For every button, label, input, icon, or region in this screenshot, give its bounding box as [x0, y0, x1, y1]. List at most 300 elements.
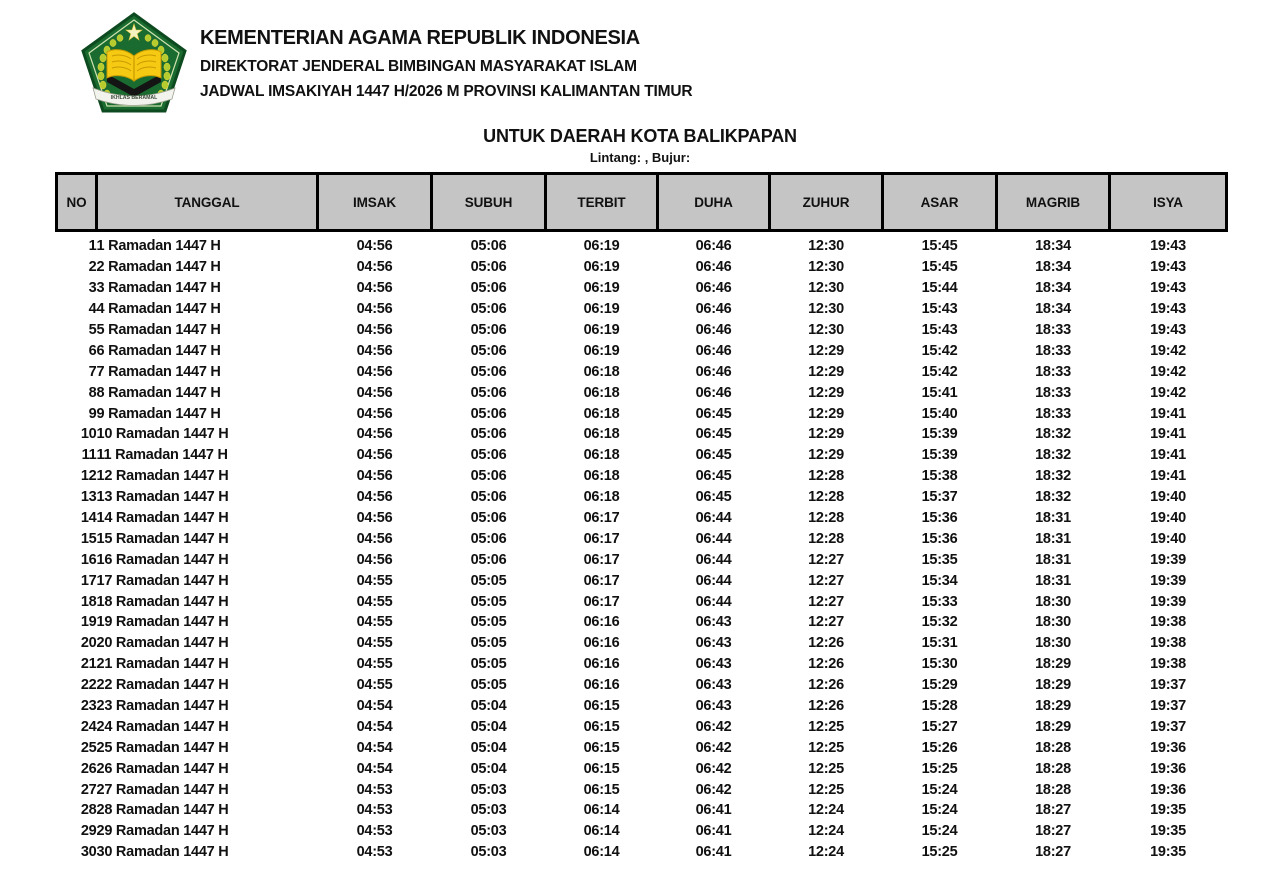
time-duha: 06:46 — [695, 384, 732, 401]
document-header — [0, 0, 1280, 120]
column-header-duha: DUHA — [658, 174, 770, 231]
time-zuhur: 12:28 — [808, 468, 844, 485]
time-magrib: 18:28 — [1035, 739, 1071, 756]
table-row — [57, 340, 1227, 361]
table-row — [57, 570, 1227, 591]
row-number: 5 — [88, 322, 97, 338]
time-terbit: 06:14 — [583, 802, 620, 819]
time-zuhur: 12:24 — [808, 844, 844, 861]
time-imsak: 04:56 — [356, 259, 393, 276]
time-isya: 19:38 — [1150, 656, 1186, 673]
row-number: 26 — [80, 760, 97, 777]
time-asar: 15:33 — [921, 593, 958, 610]
time-duha: 06:46 — [695, 322, 732, 338]
time-duha: 06:41 — [695, 823, 732, 840]
time-asar: 15:26 — [921, 739, 958, 756]
row-number: 27 — [80, 781, 97, 798]
time-asar: 15:30 — [921, 656, 958, 673]
time-isya: 19:39 — [1150, 593, 1186, 610]
time-asar: 15:42 — [921, 342, 958, 359]
time-isya: 19:35 — [1150, 802, 1186, 819]
row-number: 13 — [80, 489, 97, 506]
time-zuhur: 12:26 — [808, 677, 844, 694]
time-isya: 19:39 — [1150, 551, 1186, 568]
time-zuhur: 12:29 — [808, 447, 844, 464]
time-isya: 19:43 — [1150, 259, 1186, 276]
time-imsak: 04:55 — [356, 614, 393, 631]
time-subuh: 05:06 — [470, 551, 507, 568]
time-isya: 19:36 — [1150, 739, 1186, 756]
time-magrib: 18:32 — [1035, 426, 1071, 443]
time-magrib: 18:29 — [1035, 656, 1071, 673]
table-row — [57, 424, 1227, 445]
time-subuh: 05:03 — [470, 802, 507, 819]
time-imsak: 04:55 — [356, 656, 393, 673]
table-row — [57, 842, 1227, 863]
time-subuh: 05:04 — [470, 698, 507, 715]
row-date: 9 Ramadan 1447 H — [96, 405, 221, 422]
time-duha: 06:44 — [695, 551, 732, 568]
time-imsak: 04:53 — [356, 844, 393, 861]
time-imsak: 04:56 — [356, 489, 393, 506]
time-terbit: 06:16 — [583, 635, 620, 652]
time-imsak: 04:56 — [356, 551, 393, 568]
time-isya: 19:35 — [1150, 823, 1186, 840]
time-duha: 06:43 — [695, 698, 732, 715]
time-asar: 15:25 — [921, 760, 958, 777]
time-terbit: 06:19 — [583, 259, 620, 276]
row-date: 17 Ramadan 1447 H — [96, 572, 229, 589]
time-zuhur: 12:28 — [808, 489, 844, 506]
time-terbit: 06:18 — [583, 426, 620, 443]
table-row — [57, 633, 1227, 654]
row-date: 7 Ramadan 1447 H — [96, 363, 221, 380]
row-date: 18 Ramadan 1447 H — [96, 593, 229, 610]
time-asar: 15:29 — [921, 677, 958, 694]
column-header-asar: ASAR — [883, 174, 997, 231]
time-duha: 06:42 — [695, 739, 732, 756]
time-magrib: 18:33 — [1035, 405, 1071, 422]
time-duha: 06:46 — [695, 238, 732, 255]
time-subuh: 05:06 — [470, 342, 507, 359]
row-date: 19 Ramadan 1447 H — [96, 614, 229, 631]
time-magrib: 18:30 — [1035, 614, 1071, 631]
time-asar: 15:39 — [921, 426, 958, 443]
time-duha: 06:46 — [695, 280, 732, 297]
time-subuh: 05:03 — [470, 781, 507, 798]
row-date: 16 Ramadan 1447 H — [96, 551, 229, 568]
time-terbit: 06:15 — [583, 698, 620, 715]
time-terbit: 06:19 — [583, 280, 620, 297]
column-header-zuhur: ZUHUR — [770, 174, 883, 231]
time-magrib: 18:28 — [1035, 781, 1071, 798]
time-isya: 19:37 — [1150, 698, 1186, 715]
time-imsak: 04:54 — [356, 718, 393, 735]
time-subuh: 05:06 — [470, 405, 507, 422]
time-terbit: 06:16 — [583, 614, 620, 631]
row-number: 23 — [80, 698, 97, 715]
table-row — [57, 278, 1227, 299]
directorate-name: DIREKTORAT JENDERAL BIMBINGAN MASYARAKAT ISLAM — [200, 58, 637, 75]
time-duha: 06:43 — [695, 656, 732, 673]
row-number: 21 — [80, 656, 97, 673]
time-asar: 15:37 — [921, 489, 958, 506]
time-imsak: 04:54 — [356, 698, 393, 715]
row-number: 28 — [80, 802, 97, 819]
time-zuhur: 12:29 — [808, 405, 844, 422]
motto-text: IKHLAS BERAMAL — [110, 95, 158, 101]
time-zuhur: 12:29 — [808, 426, 844, 443]
time-asar: 15:36 — [921, 530, 958, 547]
time-magrib: 18:30 — [1035, 593, 1071, 610]
time-isya: 19:41 — [1150, 468, 1186, 485]
time-magrib: 18:29 — [1035, 677, 1071, 694]
row-date: 30 Ramadan 1447 H — [96, 844, 229, 861]
table-row — [57, 320, 1227, 341]
time-subuh: 05:06 — [470, 489, 507, 506]
table-row — [57, 612, 1227, 633]
time-asar: 15:42 — [921, 363, 958, 380]
time-zuhur: 12:30 — [808, 238, 844, 255]
table-row — [57, 591, 1227, 612]
row-date: 13 Ramadan 1447 H — [96, 489, 229, 506]
row-date: 21 Ramadan 1447 H — [96, 656, 229, 673]
table-row — [57, 800, 1227, 821]
time-magrib: 18:33 — [1035, 384, 1071, 401]
time-duha: 06:44 — [695, 510, 732, 527]
time-terbit: 06:18 — [583, 363, 620, 380]
time-subuh: 05:06 — [470, 259, 507, 276]
time-terbit: 06:17 — [583, 510, 620, 527]
column-header-magrib: MAGRIB — [997, 174, 1110, 231]
table-row — [57, 445, 1227, 466]
time-terbit: 06:19 — [583, 322, 620, 338]
time-duha: 06:41 — [695, 844, 732, 861]
table-row — [57, 382, 1227, 403]
column-header-terbit: TERBIT — [546, 174, 658, 231]
column-header-isya: ISYA — [1110, 174, 1227, 231]
row-date: 8 Ramadan 1447 H — [96, 384, 221, 401]
time-terbit: 06:19 — [583, 342, 620, 359]
region-title: UNTUK DAERAH KOTA BALIKPAPAN — [483, 126, 797, 146]
time-duha: 06:46 — [695, 301, 732, 318]
row-date: 11 Ramadan 1447 H — [96, 447, 228, 464]
time-zuhur: 12:25 — [808, 781, 844, 798]
time-magrib: 18:33 — [1035, 342, 1071, 359]
time-subuh: 05:05 — [470, 677, 507, 694]
time-isya: 19:38 — [1150, 635, 1186, 652]
time-terbit: 06:18 — [583, 384, 620, 401]
time-subuh: 05:05 — [470, 593, 507, 610]
time-asar: 15:24 — [921, 802, 958, 819]
row-number: 16 — [80, 551, 97, 568]
row-number: 30 — [80, 844, 97, 861]
time-asar: 15:44 — [921, 280, 958, 297]
time-subuh: 05:06 — [470, 238, 507, 255]
row-number: 24 — [80, 718, 97, 735]
coordinates-line: Lintang: , Bujur: — [589, 150, 691, 165]
row-number: 12 — [80, 468, 97, 485]
row-date: 12 Ramadan 1447 H — [96, 468, 229, 485]
time-duha: 06:42 — [695, 781, 732, 798]
table-row — [57, 758, 1227, 779]
time-terbit: 06:14 — [583, 844, 620, 861]
time-subuh: 05:05 — [470, 614, 507, 631]
time-imsak: 04:56 — [356, 322, 393, 338]
time-imsak: 04:54 — [356, 739, 393, 756]
time-magrib: 18:31 — [1035, 572, 1071, 589]
time-zuhur: 12:26 — [808, 635, 844, 652]
time-zuhur: 12:27 — [808, 614, 844, 631]
time-asar: 15:40 — [921, 405, 958, 422]
time-terbit: 06:15 — [583, 760, 620, 777]
time-isya: 19:40 — [1150, 530, 1186, 547]
row-number: 20 — [80, 635, 97, 652]
time-asar: 15:45 — [921, 259, 958, 276]
row-number: 2 — [88, 259, 97, 276]
time-isya: 19:43 — [1150, 238, 1186, 255]
time-zuhur: 12:29 — [808, 342, 844, 359]
time-asar: 15:32 — [921, 614, 958, 631]
time-imsak: 04:55 — [356, 572, 393, 589]
row-number: 3 — [88, 280, 97, 297]
time-imsak: 04:56 — [356, 405, 393, 422]
time-isya: 19:39 — [1150, 572, 1186, 589]
time-terbit: 06:18 — [583, 405, 620, 422]
time-imsak: 04:56 — [356, 426, 393, 443]
time-isya: 19:41 — [1150, 405, 1186, 422]
time-duha: 06:46 — [695, 342, 732, 359]
row-number: 10 — [80, 426, 97, 443]
time-magrib: 18:32 — [1035, 447, 1071, 464]
row-number: 18 — [80, 593, 97, 610]
time-subuh: 05:04 — [470, 718, 507, 735]
time-magrib: 18:27 — [1035, 802, 1071, 819]
time-isya: 19:42 — [1150, 384, 1186, 401]
time-zuhur: 12:26 — [808, 698, 844, 715]
time-duha: 06:44 — [695, 593, 732, 610]
time-duha: 06:45 — [695, 426, 732, 443]
time-zuhur: 12:25 — [808, 760, 844, 777]
time-isya: 19:42 — [1150, 342, 1186, 359]
time-magrib: 18:34 — [1035, 301, 1071, 318]
time-magrib: 18:28 — [1035, 760, 1071, 777]
time-terbit: 06:19 — [583, 238, 620, 255]
time-terbit: 06:17 — [583, 530, 620, 547]
time-zuhur: 12:30 — [808, 322, 844, 338]
time-terbit: 06:16 — [583, 677, 620, 694]
row-date: 23 Ramadan 1447 H — [96, 698, 229, 715]
time-asar: 15:28 — [921, 698, 958, 715]
time-terbit: 06:15 — [583, 739, 620, 756]
time-zuhur: 12:30 — [808, 280, 844, 297]
time-imsak: 04:55 — [356, 593, 393, 610]
time-asar: 15:34 — [921, 572, 958, 589]
table-header-row — [57, 174, 1227, 231]
time-asar: 15:43 — [921, 322, 958, 338]
table-row — [57, 361, 1227, 382]
time-asar: 15:35 — [921, 551, 958, 568]
time-magrib: 18:34 — [1035, 238, 1071, 255]
time-magrib: 18:33 — [1035, 363, 1071, 380]
time-terbit: 06:14 — [583, 823, 620, 840]
time-terbit: 06:19 — [583, 301, 620, 318]
time-asar: 15:38 — [921, 468, 958, 485]
time-imsak: 04:53 — [356, 823, 393, 840]
row-date: 6 Ramadan 1447 H — [96, 342, 221, 359]
prayer-times-table — [55, 172, 1228, 863]
table-row — [57, 675, 1227, 696]
time-magrib: 18:31 — [1035, 530, 1071, 547]
table-row — [57, 549, 1227, 570]
table-row — [57, 716, 1227, 737]
time-magrib: 18:29 — [1035, 718, 1071, 735]
table-body — [57, 231, 1227, 863]
row-number: 15 — [80, 530, 97, 547]
time-duha: 06:42 — [695, 718, 732, 735]
time-duha: 06:46 — [695, 259, 732, 276]
row-number: 25 — [80, 739, 97, 756]
row-date: 29 Ramadan 1447 H — [96, 823, 229, 840]
time-duha: 06:44 — [695, 572, 732, 589]
time-duha: 06:43 — [695, 614, 732, 631]
time-isya: 19:37 — [1150, 677, 1186, 694]
table-header — [57, 174, 1227, 231]
org-text-block — [200, 27, 1100, 108]
row-date: 15 Ramadan 1447 H — [96, 530, 229, 547]
row-date: 24 Ramadan 1447 H — [96, 718, 229, 735]
time-asar: 15:41 — [921, 384, 958, 401]
table-row — [57, 257, 1227, 278]
row-date: 28 Ramadan 1447 H — [96, 802, 229, 819]
time-zuhur: 12:26 — [808, 656, 844, 673]
row-number: 11 — [81, 447, 97, 464]
time-imsak: 04:54 — [356, 760, 393, 777]
time-subuh: 05:06 — [470, 447, 507, 464]
table-row — [57, 466, 1227, 487]
row-date: 22 Ramadan 1447 H — [96, 677, 229, 694]
time-duha: 06:41 — [695, 802, 732, 819]
time-subuh: 05:05 — [470, 572, 507, 589]
row-number: 7 — [88, 363, 97, 380]
time-zuhur: 12:25 — [808, 739, 844, 756]
row-number: 22 — [80, 677, 97, 694]
time-subuh: 05:06 — [470, 363, 507, 380]
time-imsak: 04:56 — [356, 510, 393, 527]
time-imsak: 04:56 — [356, 384, 393, 401]
time-magrib: 18:27 — [1035, 823, 1071, 840]
time-asar: 15:27 — [921, 718, 958, 735]
time-zuhur: 12:27 — [808, 593, 844, 610]
time-zuhur: 12:30 — [808, 301, 844, 318]
time-isya: 19:43 — [1150, 322, 1186, 338]
time-zuhur: 12:29 — [808, 363, 844, 380]
time-terbit: 06:16 — [583, 656, 620, 673]
time-imsak: 04:56 — [356, 468, 393, 485]
time-isya: 19:43 — [1150, 280, 1186, 297]
time-isya: 19:37 — [1150, 718, 1186, 735]
time-terbit: 06:18 — [583, 447, 620, 464]
time-isya: 19:40 — [1150, 489, 1186, 506]
time-imsak: 04:56 — [356, 363, 393, 380]
time-zuhur: 12:24 — [808, 823, 844, 840]
row-date: 3 Ramadan 1447 H — [96, 280, 221, 297]
time-imsak: 04:56 — [356, 238, 393, 255]
time-asar: 15:45 — [921, 238, 958, 255]
time-asar: 15:31 — [921, 635, 958, 652]
time-zuhur: 12:28 — [808, 510, 844, 527]
time-zuhur: 12:29 — [808, 384, 844, 401]
time-subuh: 05:06 — [470, 301, 507, 318]
time-duha: 06:43 — [695, 677, 732, 694]
time-duha: 06:45 — [695, 468, 732, 485]
time-isya: 19:38 — [1150, 614, 1186, 631]
row-date: 26 Ramadan 1447 H — [96, 760, 229, 777]
table-row — [57, 696, 1227, 717]
time-magrib: 18:33 — [1035, 322, 1071, 338]
time-terbit: 06:17 — [583, 572, 620, 589]
time-imsak: 04:56 — [356, 342, 393, 359]
table-row — [57, 654, 1227, 675]
row-date: 25 Ramadan 1447 H — [96, 739, 229, 756]
time-terbit: 06:15 — [583, 781, 620, 798]
time-duha: 06:45 — [695, 447, 732, 464]
table-row — [57, 737, 1227, 758]
time-terbit: 06:17 — [583, 593, 620, 610]
time-asar: 15:25 — [921, 844, 958, 861]
row-number: 6 — [88, 342, 97, 359]
row-number: 19 — [80, 614, 97, 631]
time-isya: 19:40 — [1150, 510, 1186, 527]
time-terbit: 06:17 — [583, 551, 620, 568]
time-terbit: 06:15 — [583, 718, 620, 735]
time-duha: 06:45 — [695, 405, 732, 422]
table-row — [57, 299, 1227, 320]
table-row — [57, 821, 1227, 842]
time-asar: 15:36 — [921, 510, 958, 527]
time-isya: 19:42 — [1150, 363, 1186, 380]
time-magrib: 18:31 — [1035, 510, 1071, 527]
column-header-subuh: SUBUH — [432, 174, 546, 231]
row-date: 2 Ramadan 1447 H — [96, 259, 221, 276]
time-magrib: 18:32 — [1035, 468, 1071, 485]
time-imsak: 04:55 — [356, 635, 393, 652]
time-zuhur: 12:30 — [808, 259, 844, 276]
time-terbit: 06:18 — [583, 489, 620, 506]
row-date: 4 Ramadan 1447 H — [96, 301, 221, 318]
time-terbit: 06:18 — [583, 468, 620, 485]
time-magrib: 18:29 — [1035, 698, 1071, 715]
ministry-name: KEMENTERIAN AGAMA REPUBLIK INDONESIA — [200, 27, 640, 49]
row-number: 8 — [88, 384, 97, 401]
time-imsak: 04:55 — [356, 677, 393, 694]
time-duha: 06:43 — [695, 635, 732, 652]
time-duha: 06:44 — [695, 530, 732, 547]
row-date: 27 Ramadan 1447 H — [96, 781, 229, 798]
time-isya: 19:43 — [1150, 301, 1186, 318]
time-magrib: 18:27 — [1035, 844, 1071, 861]
time-asar: 15:24 — [921, 781, 958, 798]
column-header-imsak: IMSAK — [318, 174, 432, 231]
time-subuh: 05:03 — [470, 844, 507, 861]
row-date: 5 Ramadan 1447 H — [96, 322, 221, 338]
time-zuhur: 12:28 — [808, 530, 844, 547]
time-magrib: 18:32 — [1035, 489, 1071, 506]
row-number: 9 — [88, 405, 97, 422]
time-magrib: 18:31 — [1035, 551, 1071, 568]
row-number: 1 — [88, 238, 97, 255]
row-number: 4 — [88, 301, 97, 318]
